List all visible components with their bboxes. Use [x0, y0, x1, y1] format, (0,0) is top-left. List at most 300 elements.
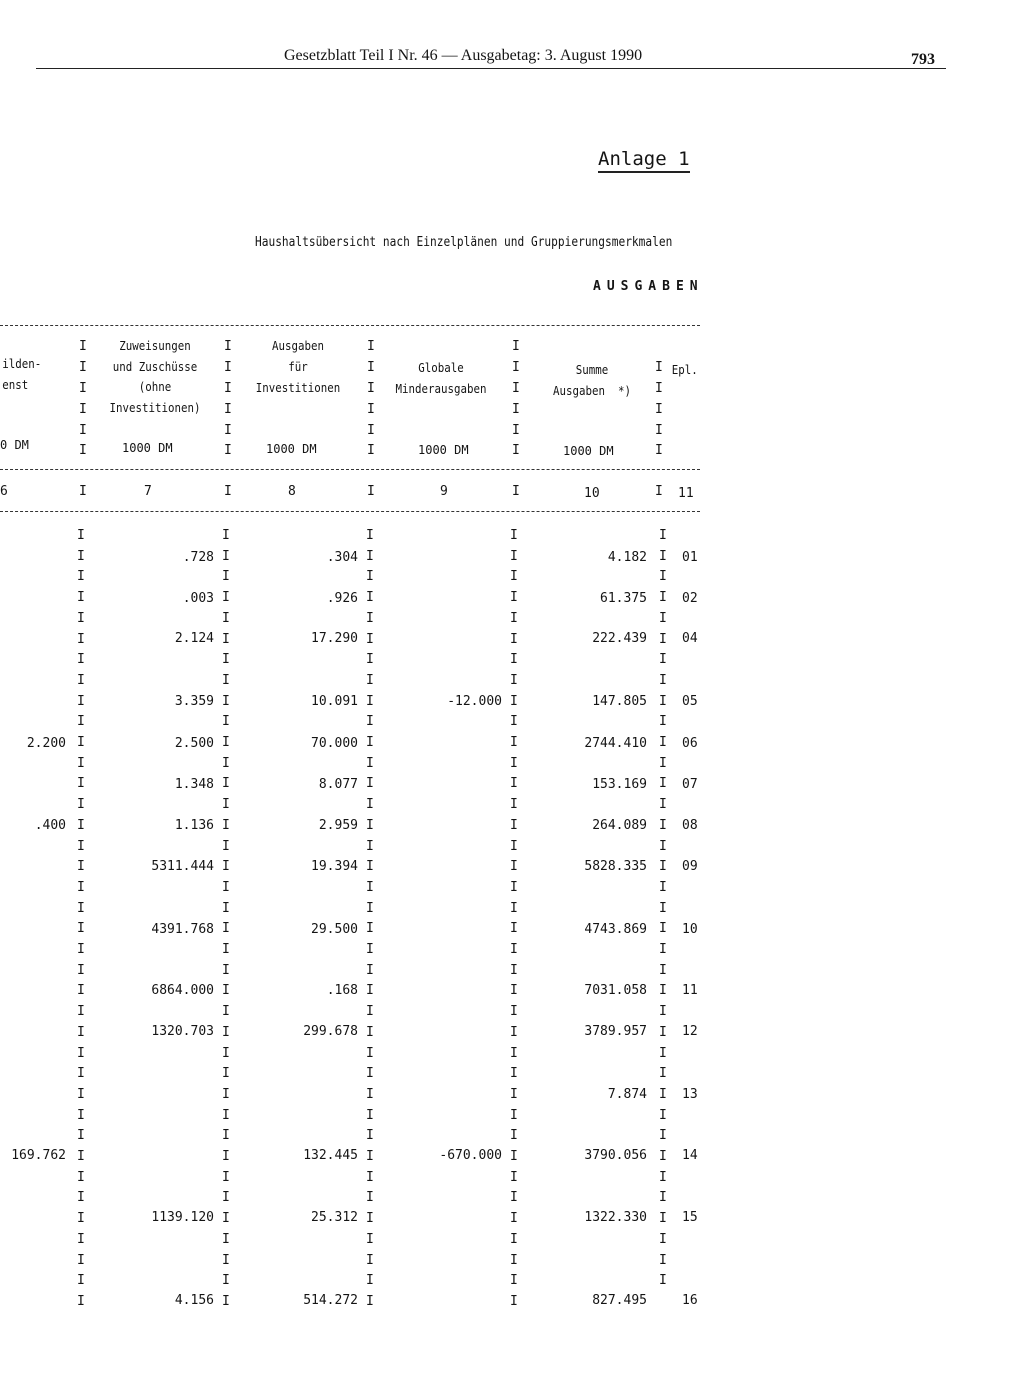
column-separator: I — [222, 1087, 230, 1102]
column-separator: I — [366, 901, 374, 916]
column-separator: I — [659, 652, 667, 667]
column-unit: 1000 DM — [418, 443, 469, 457]
column-separator: I — [77, 549, 85, 564]
table-cell: 7031.058 — [584, 983, 647, 998]
column-separator: I — [659, 1149, 667, 1164]
column-separator: I — [366, 1253, 374, 1268]
epl-number: 02 — [682, 591, 698, 606]
column-separator: I — [659, 1087, 667, 1102]
column-separator: I — [77, 859, 85, 874]
column-separator: I — [79, 443, 87, 458]
column-separator: I — [510, 880, 518, 895]
column-separator: I — [659, 756, 667, 771]
table-cell: 1.136 — [174, 818, 214, 833]
column-separator: I — [222, 673, 230, 688]
table-cell: 70.000 — [311, 736, 358, 751]
column-separator: I — [659, 611, 667, 626]
column-separator: I — [659, 735, 667, 750]
column-separator: I — [510, 549, 518, 564]
column-separator: I — [510, 942, 518, 957]
column-separator: I — [366, 735, 374, 750]
column-separator: I — [224, 360, 232, 375]
table-cell: 19.394 — [311, 859, 358, 874]
column-separator: I — [366, 549, 374, 564]
epl-number: 04 — [682, 631, 698, 646]
column-separator: I — [510, 632, 518, 647]
epl-number: 08 — [682, 818, 698, 833]
column-separator: I — [222, 1108, 230, 1123]
column-separator: I — [659, 1273, 667, 1288]
column-separator: I — [510, 652, 518, 667]
column-separator: I — [367, 402, 375, 417]
column-separator: I — [659, 963, 667, 978]
column-separator: I — [77, 797, 85, 812]
column-separator: I — [510, 1170, 518, 1185]
column-header-line: für — [288, 360, 308, 374]
column-separator: I — [510, 694, 518, 709]
column-separator: I — [222, 1294, 230, 1309]
column-separator: I — [222, 880, 230, 895]
column-separator: I — [222, 1128, 230, 1143]
column-separator: I — [367, 443, 375, 458]
column-separator: I — [77, 1004, 85, 1019]
column-separator: I — [77, 652, 85, 667]
column-separator: I — [510, 776, 518, 791]
column-separator: I — [222, 735, 230, 750]
column-separator: I — [77, 756, 85, 771]
column-separator: I — [222, 632, 230, 647]
column-separator: I — [366, 756, 374, 771]
column-separator: I — [659, 1046, 667, 1061]
epl-number: 10 — [682, 922, 698, 937]
column-separator: I — [77, 611, 85, 626]
column-separator: I — [510, 859, 518, 874]
column-header-line: Epl. — [671, 363, 698, 377]
column-header-line: Ausgaben — [271, 339, 325, 353]
column-separator: I — [222, 1273, 230, 1288]
column-separator: I — [366, 714, 374, 729]
column-separator: I — [659, 797, 667, 812]
column-separator: I — [512, 339, 520, 354]
column-separator: I — [222, 776, 230, 791]
column-separator: I — [77, 880, 85, 895]
column-separator: I — [222, 1149, 230, 1164]
column-separator: I — [77, 818, 85, 833]
table-cell: 17.290 — [311, 631, 358, 646]
column-separator: I — [659, 1232, 667, 1247]
column-separator: I — [222, 1170, 230, 1185]
column-separator: I — [366, 983, 374, 998]
column-separator: I — [659, 632, 667, 647]
column-separator: I — [659, 1190, 667, 1205]
column-separator: I — [510, 1025, 518, 1040]
column-separator: I — [659, 1253, 667, 1268]
column-separator: I — [366, 1273, 374, 1288]
column-separator: I — [77, 673, 85, 688]
column-separator: I — [77, 901, 85, 916]
column-separator: I — [222, 756, 230, 771]
table-cell: 2744.410 — [584, 736, 647, 751]
column-header-line: Zuweisungen — [119, 339, 191, 353]
column-separator: I — [222, 963, 230, 978]
column-separator: I — [77, 1190, 85, 1205]
column-separator: I — [77, 1046, 85, 1061]
column-separator: I — [222, 652, 230, 667]
column-separator: I — [222, 590, 230, 605]
column-separator: I — [79, 360, 87, 375]
column-header-line: Globale — [418, 361, 464, 375]
column-separator: I — [77, 1232, 85, 1247]
table-cell: .304 — [326, 550, 358, 565]
column-separator: I — [366, 921, 374, 936]
column-header-line: Ausgaben *) — [552, 384, 632, 398]
column-separator: I — [659, 1211, 667, 1226]
table-cell: 2.500 — [174, 736, 214, 751]
column-separator: I — [659, 1066, 667, 1081]
table-cell: -12.000 — [447, 694, 502, 709]
epl-number: 16 — [682, 1293, 698, 1308]
column-separator: I — [77, 1087, 85, 1102]
column-separator: I — [510, 901, 518, 916]
column-separator: I — [510, 1046, 518, 1061]
table-rule — [0, 511, 700, 512]
column-separator: I — [366, 1294, 374, 1309]
epl-number: 12 — [682, 1024, 698, 1039]
column-separator: I — [659, 1025, 667, 1040]
column-separator: I — [510, 1190, 518, 1205]
table-cell: 29.500 — [311, 922, 358, 937]
column-number: 7 — [144, 484, 152, 499]
column-separator: I — [367, 339, 375, 354]
column-separator: I — [366, 776, 374, 791]
column-separator: I — [510, 528, 518, 543]
table-cell: 153.169 — [592, 777, 647, 792]
table-rule — [0, 469, 700, 470]
column-separator: I — [367, 360, 375, 375]
table-cell: 4743.869 — [584, 922, 647, 937]
table-cell: 3.359 — [174, 694, 214, 709]
table-cell: 2.959 — [318, 818, 358, 833]
table-cell: 264.089 — [592, 818, 647, 833]
column-separator: I — [366, 1108, 374, 1123]
column-separator: I — [366, 1211, 374, 1226]
epl-number: 09 — [682, 859, 698, 874]
column-separator: I — [366, 528, 374, 543]
column-separator: I — [659, 1170, 667, 1185]
column-separator: I — [366, 942, 374, 957]
epl-number: 11 — [682, 983, 698, 998]
epl-number: 07 — [682, 777, 698, 792]
column-unit: 1000 DM — [563, 444, 614, 458]
column-separator: I — [366, 1232, 374, 1247]
column-separator: I — [659, 776, 667, 791]
column-separator: I — [222, 1025, 230, 1040]
column-separator: I — [512, 423, 520, 438]
column-separator: I — [510, 921, 518, 936]
column-separator: I — [659, 942, 667, 957]
column-separator: I — [77, 1170, 85, 1185]
column-separator: I — [510, 1004, 518, 1019]
table-rule — [0, 325, 700, 326]
table-cell: .168 — [326, 983, 358, 998]
column-separator: I — [510, 714, 518, 729]
column-separator: I — [366, 880, 374, 895]
table-cell: 4391.768 — [151, 922, 214, 937]
column-separator: I — [77, 1149, 85, 1164]
column-separator: I — [366, 1046, 374, 1061]
epl-number: 06 — [682, 736, 698, 751]
column-separator: I — [510, 839, 518, 854]
table-cell: -670.000 — [439, 1148, 502, 1163]
column-separator: I — [222, 921, 230, 936]
column-separator: I — [659, 983, 667, 998]
column-separator: I — [366, 611, 374, 626]
column-separator: I — [510, 1087, 518, 1102]
table-cell: 5828.335 — [584, 859, 647, 874]
column-separator: I — [77, 1128, 85, 1143]
column-separator: I — [366, 818, 374, 833]
column-separator: I — [367, 381, 375, 396]
column-separator: I — [366, 1025, 374, 1040]
column-separator: I — [655, 443, 663, 458]
table-cell: 25.312 — [311, 1210, 358, 1225]
column-separator: I — [77, 1211, 85, 1226]
column-separator: I — [659, 839, 667, 854]
column-separator: I — [510, 673, 518, 688]
column-header-line: Investitionen — [255, 381, 341, 395]
column-separator: I — [222, 797, 230, 812]
column-separator: I — [366, 673, 374, 688]
column-separator: I — [222, 1046, 230, 1061]
table-cell: 4.182 — [607, 550, 647, 565]
column-separator: I — [659, 590, 667, 605]
epl-number: 13 — [682, 1087, 698, 1102]
column-separator: I — [659, 549, 667, 564]
column-separator: I — [79, 402, 87, 417]
column-separator: I — [224, 484, 232, 499]
column-separator: I — [655, 423, 663, 438]
column-separator: I — [222, 983, 230, 998]
column-separator: I — [222, 1232, 230, 1247]
anlage-label: Anlage 1 — [598, 148, 690, 173]
table-cell: 2.200 — [26, 736, 66, 751]
column-separator: I — [366, 797, 374, 812]
column-separator: I — [222, 1066, 230, 1081]
column-separator: I — [79, 484, 87, 499]
column-separator: I — [77, 1108, 85, 1123]
table-title: Haushaltsübersicht nach Einzelplänen und Gruppierungsmerkmalen — [255, 235, 673, 250]
column-separator: I — [224, 443, 232, 458]
column-separator: I — [510, 797, 518, 812]
page-header-title: Gesetzblatt Teil I Nr. 46 — Ausgabetag: 3. August 1990 — [284, 47, 643, 64]
column-separator: I — [366, 1149, 374, 1164]
column-separator: I — [224, 339, 232, 354]
table-cell: 2.124 — [174, 631, 214, 646]
column-separator: I — [659, 880, 667, 895]
column-separator: I — [77, 735, 85, 750]
column-separator: I — [366, 839, 374, 854]
column-separator: I — [510, 1108, 518, 1123]
table-cell: 3790.056 — [584, 1148, 647, 1163]
column-header-line: Summe — [575, 363, 609, 377]
column-separator: I — [224, 423, 232, 438]
column-separator: I — [77, 694, 85, 709]
column-separator: I — [79, 423, 87, 438]
column-separator: I — [510, 1273, 518, 1288]
column-separator: I — [366, 1066, 374, 1081]
column-separator: I — [512, 443, 520, 458]
column-separator: I — [79, 339, 87, 354]
table-cell: .400 — [34, 818, 66, 833]
page-number: 793 — [911, 51, 935, 68]
column-separator: I — [77, 632, 85, 647]
column-separator: I — [510, 963, 518, 978]
column-separator: I — [366, 963, 374, 978]
column-separator: I — [77, 942, 85, 957]
column-separator: I — [222, 839, 230, 854]
column-separator: I — [79, 381, 87, 396]
column-number: 11 — [678, 486, 694, 501]
column-separator: I — [77, 1273, 85, 1288]
table-cell: .926 — [326, 591, 358, 606]
column-separator: I — [222, 1004, 230, 1019]
table-cell: 147.805 — [592, 694, 647, 709]
column-number: 9 — [440, 484, 448, 499]
column-unit: 1000 DM — [266, 442, 317, 456]
column-separator: I — [222, 942, 230, 957]
column-separator: I — [77, 776, 85, 791]
column-separator: I — [659, 1004, 667, 1019]
table-cell: 8.077 — [318, 777, 358, 792]
column-separator: I — [659, 1108, 667, 1123]
epl-number: 01 — [682, 550, 698, 565]
column-separator: I — [366, 859, 374, 874]
column-separator: I — [77, 714, 85, 729]
column-separator: I — [510, 569, 518, 584]
column-separator: I — [510, 983, 518, 998]
column-separator: I — [510, 756, 518, 771]
column-header-line: enst — [2, 378, 29, 392]
epl-number: 14 — [682, 1148, 698, 1163]
column-separator: I — [367, 423, 375, 438]
column-separator: I — [659, 921, 667, 936]
column-separator: I — [77, 528, 85, 543]
column-separator: I — [77, 1066, 85, 1081]
column-separator: I — [367, 484, 375, 499]
column-separator: I — [222, 694, 230, 709]
column-separator: I — [77, 963, 85, 978]
column-separator: I — [366, 1087, 374, 1102]
table-cell: 61.375 — [600, 591, 647, 606]
column-separator: I — [222, 859, 230, 874]
column-separator: I — [77, 569, 85, 584]
column-number: 10 — [584, 486, 600, 501]
column-header-line: (ohne — [138, 380, 172, 394]
column-separator: I — [366, 652, 374, 667]
table-cell: 7.874 — [607, 1087, 647, 1102]
column-unit: 0 DM — [0, 438, 29, 452]
column-separator: I — [222, 818, 230, 833]
column-separator: I — [659, 569, 667, 584]
column-separator: I — [512, 402, 520, 417]
column-separator: I — [510, 611, 518, 626]
table-cell: 10.091 — [311, 694, 358, 709]
column-separator: I — [659, 1128, 667, 1143]
column-separator: I — [366, 1128, 374, 1143]
column-separator: I — [659, 818, 667, 833]
column-separator: I — [222, 714, 230, 729]
table-cell: 6864.000 — [151, 983, 214, 998]
column-separator: I — [224, 381, 232, 396]
epl-number: 15 — [682, 1210, 698, 1225]
column-separator: I — [366, 590, 374, 605]
table-cell: 1139.120 — [151, 1210, 214, 1225]
column-separator: I — [512, 381, 520, 396]
table-cell: 132.445 — [303, 1148, 358, 1163]
column-separator: I — [77, 1253, 85, 1268]
column-separator: I — [224, 402, 232, 417]
column-separator: I — [510, 1066, 518, 1081]
header-rule — [36, 68, 946, 69]
column-separator: I — [222, 569, 230, 584]
table-cell: 827.495 — [592, 1293, 647, 1308]
column-header-line: ilden- — [2, 357, 42, 371]
table-cell: 514.272 — [303, 1293, 358, 1308]
column-separator: I — [512, 360, 520, 375]
column-separator: I — [659, 673, 667, 688]
table-cell: .728 — [182, 550, 214, 565]
table-cell: 1320.703 — [151, 1024, 214, 1039]
column-separator: I — [659, 694, 667, 709]
column-header-line: Minderausgaben — [395, 382, 487, 396]
section-label: AUSGABEN — [593, 279, 704, 294]
column-separator: I — [512, 484, 520, 499]
column-separator: I — [510, 1211, 518, 1226]
column-separator: I — [222, 528, 230, 543]
column-number: 6 — [0, 484, 8, 499]
column-separator: I — [222, 549, 230, 564]
column-separator: I — [655, 360, 663, 375]
column-separator: I — [77, 590, 85, 605]
column-separator: I — [655, 381, 663, 396]
column-separator: I — [77, 1294, 85, 1309]
table-cell: 1.348 — [174, 777, 214, 792]
table-cell: 4.156 — [174, 1293, 214, 1308]
table-cell: 1322.330 — [584, 1210, 647, 1225]
column-separator: I — [659, 714, 667, 729]
column-separator: I — [510, 1128, 518, 1143]
column-separator: I — [366, 569, 374, 584]
column-separator: I — [510, 1149, 518, 1164]
column-separator: I — [510, 1253, 518, 1268]
column-separator: I — [655, 484, 663, 499]
column-separator: I — [77, 983, 85, 998]
column-separator: I — [510, 1232, 518, 1247]
column-number: 8 — [288, 484, 296, 499]
column-separator: I — [222, 611, 230, 626]
table-cell: 5311.444 — [151, 859, 214, 874]
column-header-line: und Zuschüsse — [112, 359, 198, 374]
column-separator: I — [366, 1004, 374, 1019]
column-separator: I — [77, 1025, 85, 1040]
column-separator: I — [510, 735, 518, 750]
column-separator: I — [366, 632, 374, 647]
column-separator: I — [222, 1211, 230, 1226]
column-separator: I — [366, 694, 374, 709]
column-separator: I — [655, 402, 663, 417]
column-separator: I — [222, 1190, 230, 1205]
column-separator: I — [510, 590, 518, 605]
